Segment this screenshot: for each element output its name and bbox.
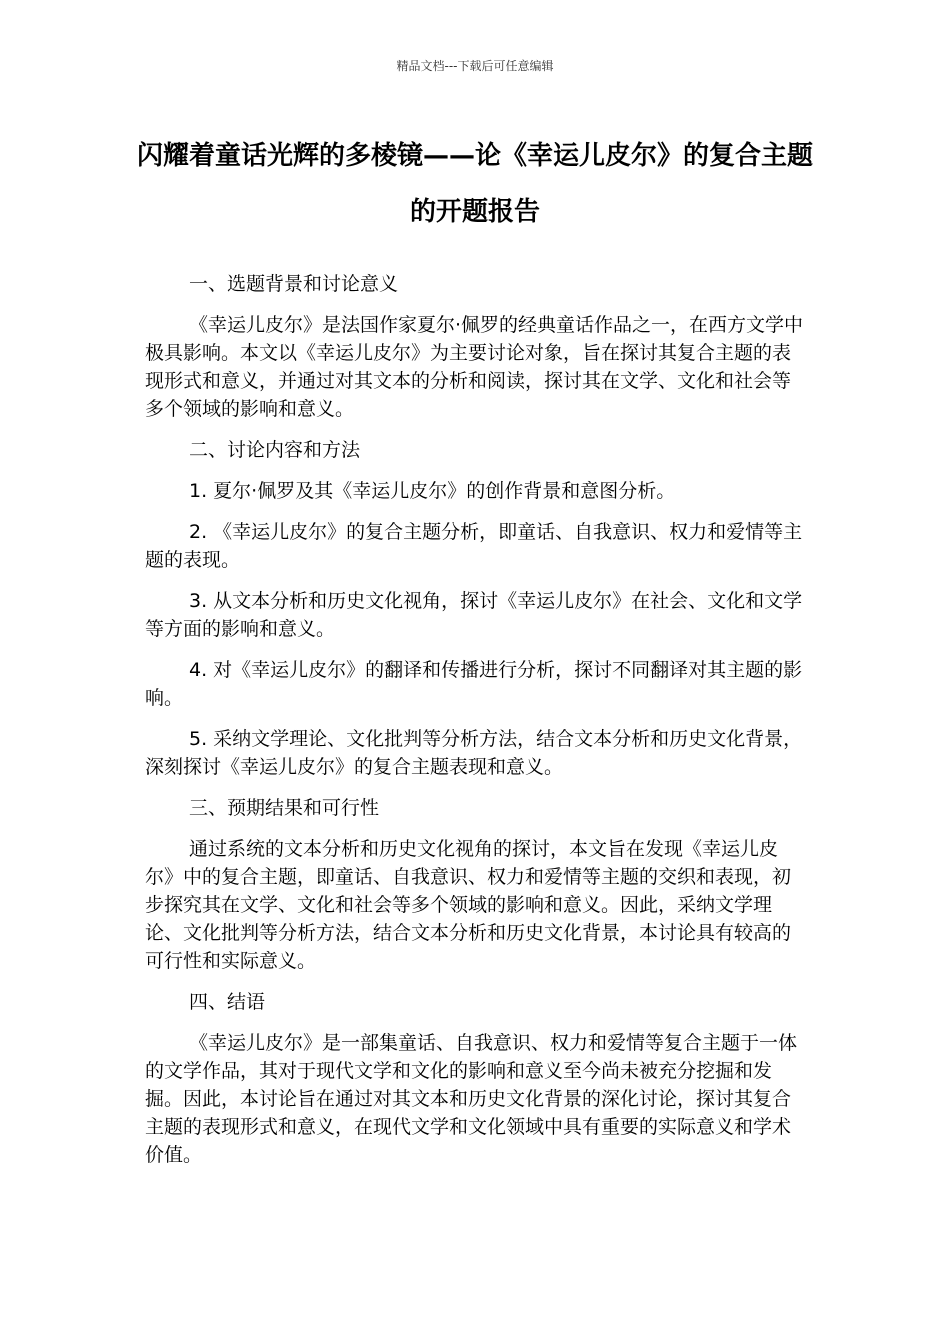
list-item-2: 2. 《幸运儿皮尔》的复合主题分析，即童话、自我意识、权力和爱情等主题的表现。 (145, 521, 803, 571)
list-item-1: 1. 夏尔·佩罗及其《幸运儿皮尔》的创作背景和意图分析。 (189, 480, 676, 502)
paragraph-conclusion: 《幸运儿皮尔》是一部集童话、自我意识、权力和爱情等复合主题于一体的文学作品，其对于现代文学和文化的影响和意义至今尚未被充分挖掘和发掘。因此，本讨论旨在通过对其文本和历史文化背景的深化讨论，探讨其复合主题的表现形式和意义，在现代文学和文化领域中具有重要的实际意义和学术价值。 (145, 1032, 798, 1166)
document-title: 闪耀着童话光辉的多棱镜——论《幸运儿皮尔》的复合主题的开题报告 (136, 141, 813, 227)
header-note: 精品文档---下载后可任意编辑 (396, 59, 554, 73)
list-item-4: 4. 对《幸运儿皮尔》的翻译和传播进行分析，探讨不同翻译对其主题的影响。 (145, 659, 803, 709)
paragraph-expected-results: 通过系统的文本分析和历史文化视角的探讨，本文旨在发现《幸运儿皮尔》中的复合主题，即童话、自我意识、权力和爱情等主题的交织和表现，初步探究其在文学、文化和社会等多个领域的影响和意义。因此，采纳文学理论、文化批判等分析方法，结合文本分析和历史文化背景，本讨论具有较高的可行性和实际意义。 (145, 838, 792, 972)
list-item-3: 3. 从文本分析和历史文化视角，探讨《幸运儿皮尔》在社会、文化和文学等方面的影响和意义。 (145, 590, 803, 640)
section-heading-content-method: 二、讨论内容和方法 (189, 439, 361, 461)
section-heading-background: 一、选题背景和讨论意义 (189, 273, 399, 295)
document-body (145, 270, 805, 1182)
paragraph-background: 《幸运儿皮尔》是法国作家夏尔·佩罗的经典童话作品之一，在西方文学中极具影响。本文以《幸运儿皮尔》为主要讨论对象，旨在探讨其复合主题的表现形式和意义，并通过对其文本的分析和阅读，探讨其在文学、文化和社会等多个领域的影响和意义。 (145, 314, 804, 420)
section-heading-conclusion: 四、结语 (189, 991, 266, 1013)
list-item-5: 5. 采纳文学理论、文化批判等分析方法，结合文本分析和历史文化背景，深刻探讨《幸运儿皮尔》的复合主题表现和意义。 (145, 728, 803, 778)
section-heading-expected-results: 三、预期结果和可行性 (189, 797, 380, 819)
